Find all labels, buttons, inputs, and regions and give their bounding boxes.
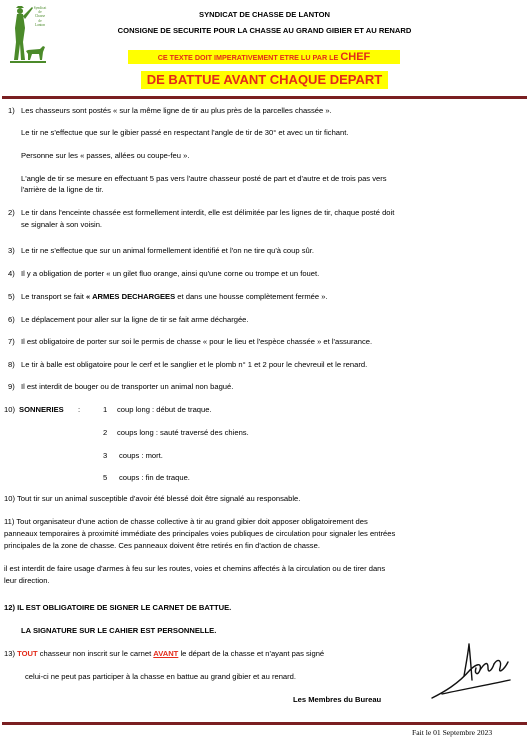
notice-banner-2: DE BATTUE AVANT CHAQUE DEPART	[141, 71, 388, 89]
rule-number: 7)	[8, 337, 15, 346]
rule-text: l'arrière de la ligne de tir.	[21, 185, 104, 194]
sonnerie-text: coups : fin de traque.	[119, 473, 190, 482]
rule-text: Il est interdit de bouger ou de transporter un animal non bagué.	[21, 382, 234, 391]
rule-number: 10)	[4, 405, 15, 414]
rule-text: il est interdit de faire usage d'armes à feu sur les routes, voies et chemins affectés à la circulation ou de tirer dans	[4, 564, 386, 573]
bottom-divider	[2, 722, 527, 725]
sonnerie-count: 2	[103, 428, 108, 437]
rule-text: leur direction.	[4, 576, 50, 585]
members-signature-label: Les Membres du Bureau	[293, 695, 382, 704]
rule-emphasis: « ARMES DECHARGEES	[86, 292, 176, 301]
rule-text: 10) Tout tir sur un animal susceptible d'avoir été blessé doit être signalé au responsable.	[4, 494, 301, 503]
rule-number: 6)	[8, 315, 15, 324]
rule-text: 11) Tout organisateur d'une action de chasse collective à tir au grand gibier doit apposer obligatoirement des	[4, 517, 368, 526]
rule-text	[4, 649, 324, 659]
sonnerie-count: 3	[103, 451, 108, 460]
logo-text: Syndicat de Chasse de Lanton	[33, 6, 47, 27]
sonnerie-count: 5	[103, 473, 108, 482]
rule-text: panneaux temporaires à proximité immédiate des principales voies publiques de circulation pour signaler les entrées	[4, 529, 396, 538]
organization-title: SYNDICAT DE CHASSE DE LANTON	[199, 10, 330, 19]
notice-banner	[128, 50, 400, 64]
rule-text-part: Le transport se fait	[21, 292, 87, 301]
document-date: Fait le 01 Septembre 2023	[412, 728, 493, 737]
notice-text: CE TEXTE DOIT IMPERATIVEMENT ETRE LU PAR LE	[157, 53, 341, 62]
rule-text: celui-ci ne peut pas participer à la chasse en battue au grand gibier et au renard.	[25, 672, 297, 681]
rule-text-part: et dans une housse complètement fermée ».	[175, 292, 328, 301]
rule-text: Le tir à balle est obligatoire pour le cerf et le sanglier et le plomb n° 1 et 2 pour le chevreuil et le renard.	[21, 360, 368, 369]
rule-number: 5)	[8, 292, 15, 301]
rule-emphasis-red: AVANT	[153, 649, 179, 658]
top-divider	[2, 96, 527, 99]
rule-text: Le tir ne s'effectue que sur un animal formellement identifié et l'on ne tire qu'à coup sûr.	[21, 246, 314, 255]
sonnerie-count: 1	[103, 405, 108, 414]
rule-emphasis-red: TOUT	[17, 649, 38, 658]
rule-number: 8)	[8, 360, 15, 369]
rule-text	[21, 292, 328, 302]
rule-number: 13)	[4, 649, 15, 658]
rule-number: 1)	[8, 106, 15, 115]
rule-text: Il est obligatoire de porter sur soi le permis de chasse « pour le lieu et l'espèce chassée » et l'assurance.	[21, 337, 373, 346]
rule-text: principales de la zone de chasse. Ces panneaux doivent être retirés en fin d'action de chasse.	[4, 541, 320, 550]
rule-text: Il y a obligation de porter « un gilet fluo orange, ainsi qu'une corne ou trompe et un fouet.	[21, 269, 320, 278]
rule-text-bold: LA SIGNATURE SUR LE CAHIER EST PERSONNELLE.	[21, 626, 217, 635]
rule-text: Personne sur les « passes, allées ou coupe-feu ».	[21, 151, 190, 160]
rule-text-bold: 12) IL EST OBLIGATOIRE DE SIGNER LE CARNET DE BATTUE.	[4, 603, 232, 612]
rule-text-part: chasseur non inscrit sur le carnet	[37, 649, 154, 658]
rule-text: L'angle de tir se mesure en effectuant 5 pas vers l'autre chasseur posté de part et d'autre et de trois pas vers	[21, 174, 387, 183]
rule-number: 2)	[8, 208, 15, 217]
rule-text: Le tir ne s'effectue que sur le gibier passé en respectant l'angle de tir de 30° et avec un tir fichant.	[21, 128, 349, 137]
document-title: CONSIGNE DE SECURITE POUR LA CHASSE AU GRAND GIBIER ET AU RENARD	[117, 26, 412, 35]
handwritten-signature	[430, 640, 512, 702]
rule-number: 3)	[8, 246, 15, 255]
sonnerie-text: coups long : sauté traversé des chiens.	[117, 428, 249, 437]
rule-number: 4)	[8, 269, 15, 278]
rule-text-part: le départ de la chasse et n'ayant pas signé	[178, 649, 325, 658]
sonnerie-text: coup long : début de traque.	[117, 405, 212, 414]
rule-text: se signaler à son voisin.	[21, 220, 103, 229]
notice-chef: CHEF	[340, 51, 371, 63]
rule-number: 9)	[8, 382, 15, 391]
sonnerie-text: coups : mort.	[119, 451, 163, 460]
rule-text: Le déplacement pour aller sur la ligne de tir se fait arme déchargée.	[21, 315, 249, 324]
rule-text: Les chasseurs sont postés « sur la même ligne de tir au plus près de la parcelles chassée ».	[21, 106, 332, 115]
sonneries-colon: :	[78, 405, 81, 414]
sonneries-label: SONNERIES	[19, 405, 64, 414]
rule-text: Le tir dans l'enceinte chassée est formellement interdit, elle est délimitée par les lignes de tir, chaque posté doit	[21, 208, 395, 217]
